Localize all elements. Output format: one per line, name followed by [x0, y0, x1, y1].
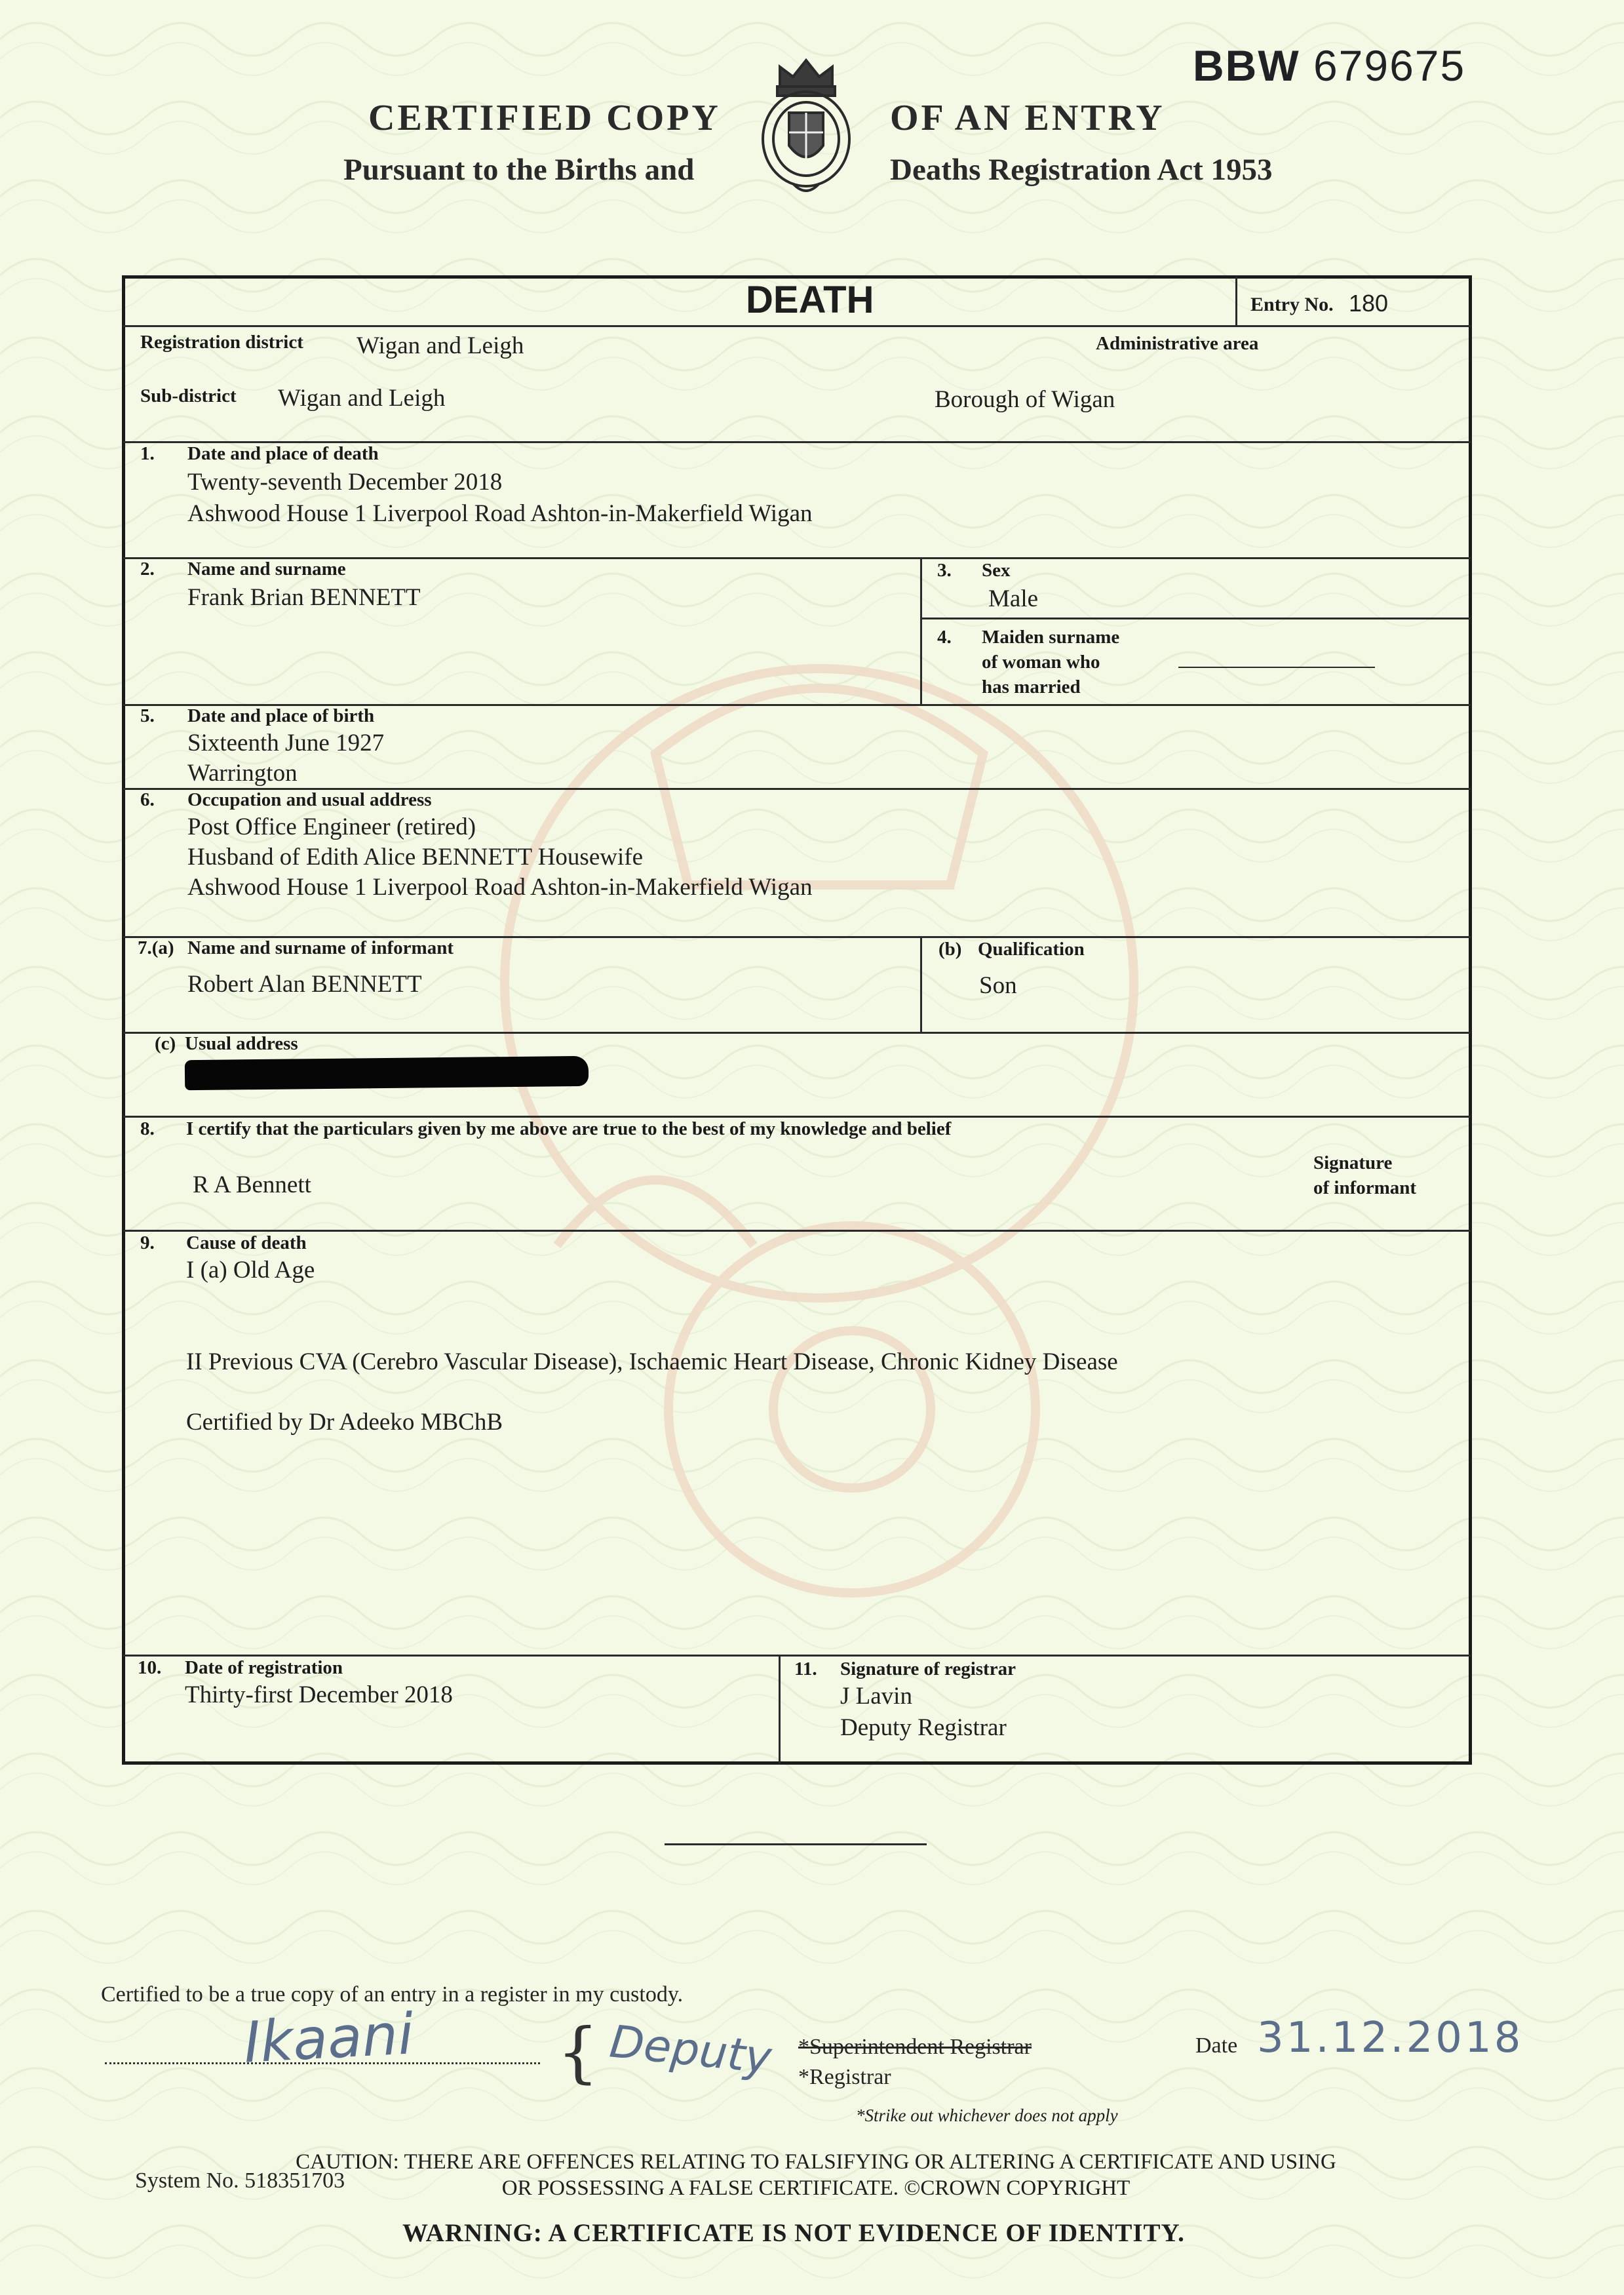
place-of-death: Ashwood House 1 Liverpool Road Ashton-in-Makerfield Wigan	[187, 500, 813, 527]
rule-entry-box	[1235, 277, 1237, 326]
redacted-address	[185, 1056, 589, 1090]
registrar-name: J Lavin	[840, 1683, 912, 1710]
date-of-death: Twenty-seventh December 2018	[187, 469, 503, 496]
field-9-label: Cause of death	[186, 1232, 307, 1253]
header-act: Deaths Registration Act 1953	[890, 153, 1273, 187]
field-8-label: I certify that the particulars given by me above are true to the best of my knowledge and belief	[186, 1118, 952, 1139]
serial-digits: 679675	[1313, 41, 1466, 90]
rule-title	[123, 325, 1471, 327]
cause-of-death-1a: I (a) Old Age	[186, 1257, 315, 1284]
rule-v-registrar	[779, 1655, 781, 1763]
occupation: Post Office Engineer (retired)	[187, 814, 476, 840]
field-7b-label: Qualification	[978, 939, 1085, 960]
rule-10	[123, 1655, 1471, 1657]
sub-district-value: Wigan and Leigh	[278, 385, 446, 412]
field-7a-label: Name and surname of informant	[187, 937, 454, 958]
field-7c-number: (c)	[155, 1033, 176, 1054]
field-4-label-1: Maiden surname	[982, 627, 1120, 648]
strike-note: *Strike out whichever does not apply	[856, 2106, 1118, 2125]
registration-district-label: Registration district	[140, 332, 303, 353]
divider-rule	[665, 1843, 927, 1845]
certified-by: Certified by Dr Adeeko MBChB	[186, 1409, 503, 1436]
field-5-number: 5.	[140, 705, 155, 726]
registrar-label: *Registrar	[798, 2065, 891, 2089]
field-11-label: Signature of registrar	[840, 1658, 1016, 1679]
informant-name: Robert Alan BENNETT	[187, 971, 422, 998]
header-pursuant: Pursuant to the Births and	[343, 153, 695, 187]
serial-prefix: BBW	[1193, 41, 1300, 90]
caution-line-1: CAUTION: THERE ARE OFFENCES RELATING TO FALSIFYING OR ALTERING A CERTIFICATE AND USING	[296, 2150, 1336, 2174]
date-label: Date	[1195, 2033, 1238, 2058]
certified-date: 31.12.2018	[1257, 2014, 1524, 2062]
rule-sex	[920, 618, 1471, 619]
administrative-area-label: Administrative area	[1096, 333, 1259, 354]
warning-identity: WARNING: A CERTIFICATE IS NOT EVIDENCE OF IDENTITY.	[402, 2219, 1185, 2247]
field-10-label: Date of registration	[185, 1657, 343, 1678]
signature-dotted-line	[105, 2062, 540, 2064]
header-certified-copy: CERTIFIED COPY	[368, 98, 721, 138]
field-7b-number: (b)	[938, 939, 962, 960]
occupation-spouse: Husband of Edith Alice BENNETT Housewife	[187, 844, 643, 871]
rule-v-qualification	[920, 936, 922, 1033]
deceased-name: Frank Brian BENNETT	[187, 584, 421, 611]
field-4-number: 4.	[937, 627, 952, 648]
cause-of-death-2: II Previous CVA (Cerebro Vascular Disease), Ischaemic Heart Disease, Chronic Kidney Disease	[186, 1348, 1118, 1375]
rule-8	[123, 1116, 1471, 1118]
royal-crest-icon	[754, 47, 859, 205]
system-number: System No. 518351703	[135, 2168, 345, 2193]
field-6-number: 6.	[140, 789, 155, 810]
field-6-label: Occupation and usual address	[187, 789, 432, 810]
field-7c-label: Usual address	[185, 1033, 298, 1054]
administrative-area-value: Borough of Wigan	[935, 386, 1115, 413]
field-4-label-3: has married	[982, 677, 1081, 697]
death-entry-form	[122, 275, 1472, 1765]
field-10-number: 10.	[138, 1657, 162, 1678]
field-3-number: 3.	[937, 560, 952, 581]
date-of-registration: Thirty-first December 2018	[185, 1681, 453, 1708]
field-1-label: Date and place of death	[187, 443, 379, 464]
rule-v-sex	[920, 557, 922, 705]
field-11-number: 11.	[794, 1658, 817, 1679]
field-4-label-2: of woman who	[982, 652, 1100, 673]
informant-signature: R A Bennett	[193, 1171, 311, 1198]
field-2-label: Name and surname	[187, 559, 346, 579]
certifier-signature: Ikaani	[242, 2001, 416, 2076]
registration-district-value: Wigan and Leigh	[357, 332, 524, 359]
brace-glyph: {	[557, 2014, 599, 2090]
field-3-label: Sex	[982, 560, 1011, 581]
field-2-number: 2.	[140, 559, 155, 579]
rule-7c	[123, 1032, 1471, 1034]
sub-district-label: Sub-district	[140, 385, 237, 406]
field-1-number: 1.	[140, 443, 155, 464]
serial-number	[1193, 41, 1465, 90]
signature-label-1: Signature	[1313, 1152, 1393, 1173]
superintendent-registrar-struck: *Superintendent Registrar	[798, 2035, 1032, 2059]
maiden-surname-blank	[1178, 667, 1375, 668]
date-of-birth: Sixteenth June 1927	[187, 730, 385, 756]
informant-qualification: Son	[979, 972, 1017, 999]
caution-line-2: OR POSSESSING A FALSE CERTIFICATE. ©CROWN COPYRIGHT	[501, 2176, 1131, 2200]
certified-true-copy: Certified to be a true copy of an entry in a register in my custody.	[101, 1982, 684, 2007]
form-title: DEATH	[746, 279, 874, 321]
header-of-an-entry: OF AN ENTRY	[890, 98, 1165, 138]
usual-address: Ashwood House 1 Liverpool Road Ashton-in-Makerfield Wigan	[187, 874, 813, 901]
entry-no-value: 180	[1349, 290, 1389, 317]
field-7a-number: 7.(a)	[138, 937, 174, 958]
place-of-birth: Warrington	[187, 760, 298, 787]
sex-value: Male	[988, 585, 1039, 612]
deputy-handwriting: Deputy	[607, 2016, 774, 2085]
field-5-label: Date and place of birth	[187, 705, 375, 726]
signature-label-2: of informant	[1313, 1177, 1417, 1198]
field-9-number: 9.	[140, 1232, 155, 1253]
rule-9	[123, 1230, 1471, 1232]
registrar-title: Deputy Registrar	[840, 1714, 1007, 1741]
field-8-number: 8.	[140, 1118, 155, 1139]
entry-no-label: Entry No.	[1250, 294, 1334, 315]
